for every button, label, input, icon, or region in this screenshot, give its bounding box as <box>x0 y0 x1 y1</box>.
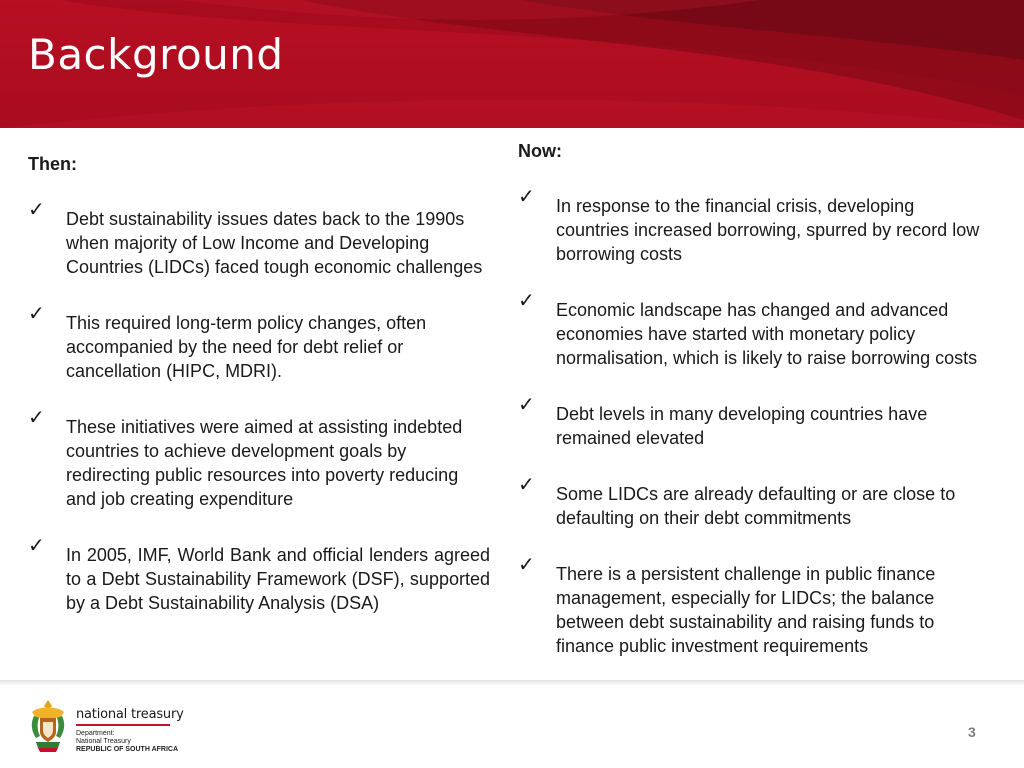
list-item <box>28 197 490 279</box>
list-item <box>518 184 988 266</box>
checkmark-icon: ✓ <box>28 533 45 557</box>
checkmark-icon: ✓ <box>518 392 535 416</box>
list-item <box>518 552 988 658</box>
checkmark-icon: ✓ <box>518 184 535 208</box>
list-item <box>28 301 490 383</box>
page-number: 3 <box>968 724 976 740</box>
checkmark-icon: ✓ <box>28 405 45 429</box>
list-item-text: Debt levels in many developing countries have remained elevated <box>556 404 928 448</box>
checkmark-icon: ✓ <box>518 552 535 576</box>
list-item-text: In response to the financial crisis, developing countries increased borrowing, spurred by record low borrowing costs <box>556 196 980 264</box>
brand-underline <box>76 724 170 726</box>
list-item-text: These initiatives were aimed at assisting indebted countries to achieve development goals by redirecting public resources into poverty reducing and job creating expenditure <box>66 417 463 509</box>
list-item <box>28 405 490 511</box>
coat-of-arms-icon <box>28 698 68 759</box>
list-item-text: In 2005, IMF, World Bank and official lenders agreed to a Debt Sustainability Framework (DSF), supported by a Debt Sustainability Analysis (DSA) <box>66 545 490 613</box>
list-item-text: This required long-term policy changes, often accompanied by the need for debt relief or cancellation (HIPC, MDRI). <box>66 313 427 381</box>
title-banner <box>0 0 1024 128</box>
checkmark-icon: ✓ <box>518 472 535 496</box>
list-item-text: Some LIDCs are already defaulting or are close to defaulting on their debt commitments <box>556 484 956 528</box>
checkmark-icon: ✓ <box>28 197 45 221</box>
checkmark-icon: ✓ <box>518 288 535 312</box>
list-item-text: Economic landscape has changed and advanced economies have started with monetary policy normalisation, which is likely to raise borrowing costs <box>556 300 978 368</box>
list-item <box>518 472 988 530</box>
list-item-text: There is a persistent challenge in public finance management, especially for LIDCs; the balance between debt sustainability and raising funds to finance public investment requirements <box>556 564 936 656</box>
brand-name: national treasury <box>76 707 184 722</box>
department-name: National Treasury <box>76 738 131 745</box>
slide-title: Background <box>28 30 284 79</box>
list-item <box>518 288 988 370</box>
checkmark-icon: ✓ <box>28 301 45 325</box>
country-name: REPUBLIC OF SOUTH AFRICA <box>76 746 179 753</box>
list-item-text: Debt sustainability issues dates back to the 1990s when majority of Low Income and Developing Countries (LIDCs) faced tough economic challenges <box>66 209 483 277</box>
now-heading: Now: <box>518 141 562 161</box>
now-column <box>518 139 988 690</box>
national-treasury-logo-text <box>76 707 184 754</box>
list-item <box>28 533 490 615</box>
then-heading: Then: <box>28 154 77 174</box>
department-label: Department: <box>76 730 115 737</box>
then-column <box>28 152 490 647</box>
list-item <box>518 392 988 450</box>
footer-divider <box>0 680 1024 686</box>
